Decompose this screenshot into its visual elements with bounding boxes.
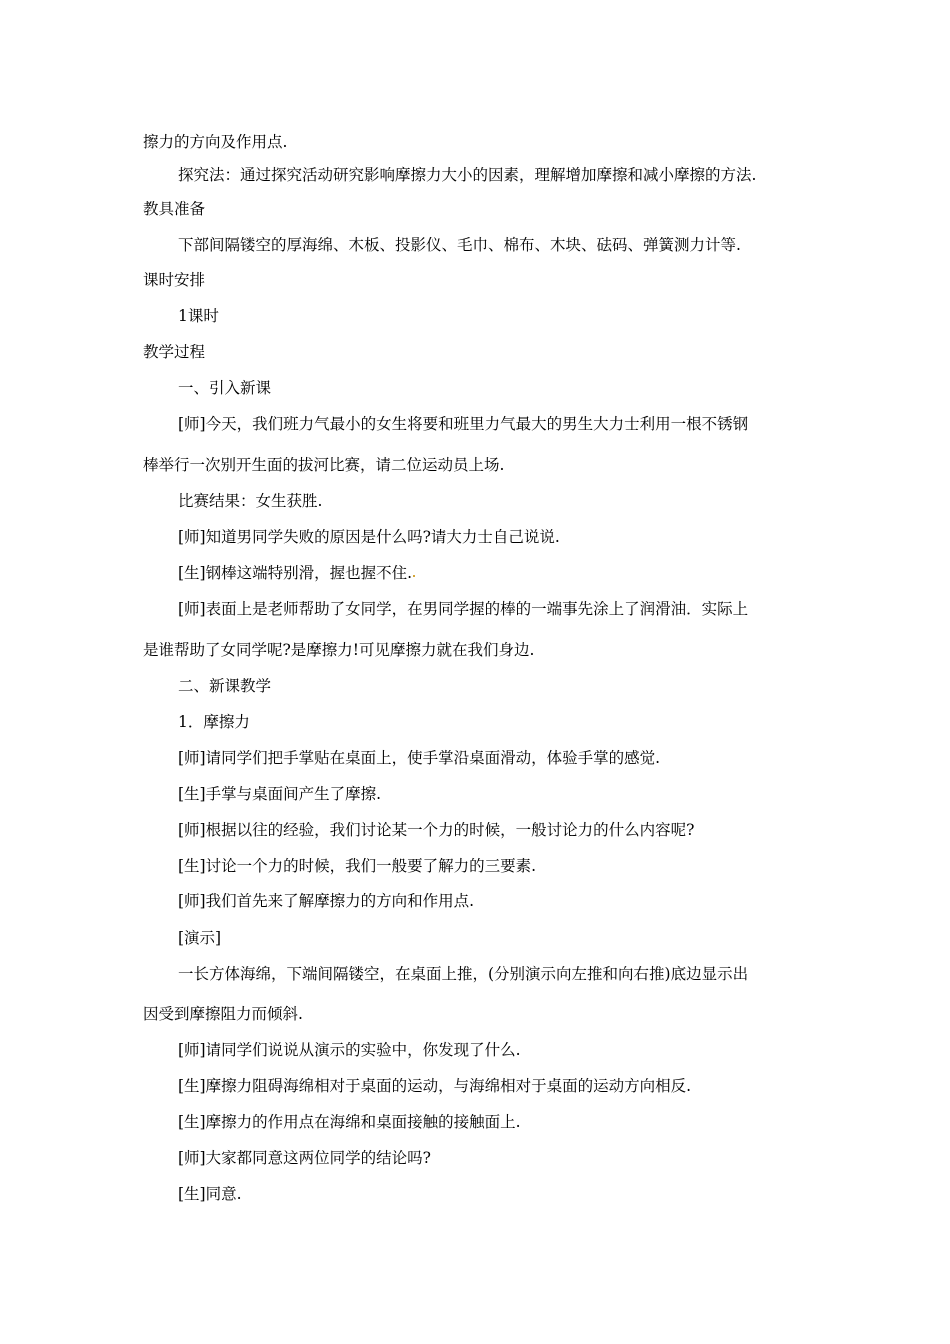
text-line-demo-label: [演示]: [178, 929, 222, 947]
stray-mark: [413, 575, 415, 577]
text-line-teacher-1b: 棒举行一次别开生面的拔河比赛，请二位运动员上场.: [143, 456, 505, 474]
text-line-student-1-text: [生]钢棒这端特别滑，握也握不住.: [178, 564, 413, 582]
text-line-demo-a: 一长方体海绵，下端间隔镂空，在桌面上推，(分别演示向左推和向右推)底边显示出: [178, 965, 749, 983]
text-line-teacher-3a: [师]表面上是老师帮助了女同学，在男同学握的棒的一端事先涂上了润滑油．实际上: [178, 600, 749, 618]
text-line-demo-b: 因受到摩擦阻力而倾斜.: [143, 1005, 303, 1023]
text-line-result: 比赛结果：女生获胜.: [178, 492, 323, 510]
text-line-one-period: 1课时: [178, 307, 219, 325]
section-heading-schedule: 课时安排: [143, 271, 206, 289]
text-line-materials: 下部间隔镂空的厚海绵、木板、投影仪、毛巾、棉布、木块、砝码、弹簧测力计等.: [178, 236, 741, 254]
text-line-teacher-7: [师]请同学们说说从演示的实验中，你发现了什么.: [178, 1041, 521, 1059]
text-line-teacher-4: [师]请同学们把手掌贴在桌面上，使手掌沿桌面滑动，体验手掌的感觉.: [178, 749, 661, 767]
text-line-teacher-3b: 是谁帮助了女同学呢?是摩擦力!可见摩擦力就在我们身边.: [143, 641, 535, 659]
subheading-new-lesson: 二、新课教学: [178, 677, 272, 695]
text-line-student-3: [生]讨论一个力的时候，我们一般要了解力的三要素.: [178, 857, 537, 875]
text-line-inquiry-method: 探究法：通过探究活动研究影响摩擦力大小的因素，理解增加摩擦和减小摩擦的方法.: [178, 166, 757, 184]
subheading-introduction: 一、引入新课: [178, 379, 272, 397]
text-line-teacher-1a: [师]今天，我们班力气最小的女生将要和班里力气最大的男生大力士利用一根不锈钢: [178, 415, 749, 433]
text-line-teacher-8: [师]大家都同意这两位同学的结论吗?: [178, 1149, 431, 1167]
text-line-continuation: 擦力的方向及作用点.: [143, 133, 288, 151]
text-line-student-5: [生]摩擦力的作用点在海绵和桌面接触的接触面上.: [178, 1113, 521, 1131]
text-line-student-2: [生]手掌与桌面间产生了摩擦.: [178, 785, 382, 803]
text-line-student-1: [178, 563, 415, 583]
text-line-student-4: [生]摩擦力阻碍海绵相对于桌面的运动，与海绵相对于桌面的运动方向相反.: [178, 1077, 692, 1095]
section-heading-teaching-aids: 教具准备: [143, 200, 206, 218]
text-line-teacher-2: [师]知道男同学失败的原因是什么吗?请大力士自己说说.: [178, 528, 560, 546]
section-heading-process: 教学过程: [143, 343, 206, 361]
subheading-friction: 1．摩擦力: [178, 713, 250, 731]
text-line-teacher-5: [师]根据以往的经验，我们讨论某一个力的时候，一般讨论力的什么内容呢?: [178, 821, 695, 839]
text-line-teacher-6: [师]我们首先来了解摩擦力的方向和作用点.: [178, 892, 475, 910]
text-line-student-6: [生]同意.: [178, 1185, 242, 1203]
